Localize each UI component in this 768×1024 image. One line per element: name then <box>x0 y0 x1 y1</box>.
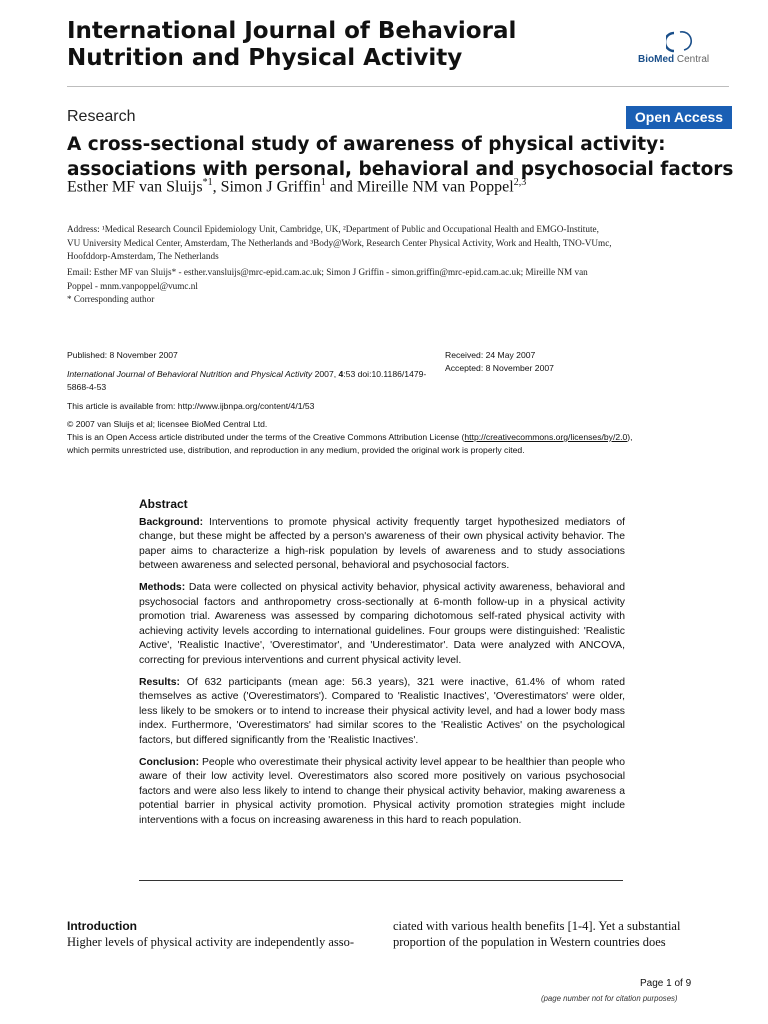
author-3-affiliation: 2,3 <box>513 177 527 188</box>
accepted-date: Accepted: 8 November 2007 <box>445 363 554 373</box>
address-line: Address: ¹Medical Research Council Epidemiology Unit, Cambridge, UK, ²Department of Public and Occupational Health and EMGO-Institute, <box>67 224 599 234</box>
section-label: Research <box>67 108 136 125</box>
journal-title <box>67 18 516 72</box>
methods-label: Methods: <box>139 581 186 593</box>
logo-text <box>638 54 709 65</box>
article-title-line1: A cross-sectional study of awareness of physical activity: <box>67 134 666 155</box>
address-line: Hoofddorp-Amsterdam, The Netherlands <box>67 251 219 261</box>
intro-right-line: proportion of the population in Western countries does <box>393 935 666 949</box>
corresponding-author-note: * Corresponding author <box>67 294 155 304</box>
abstract-conclusion <box>139 756 625 829</box>
license-line-2: which permits unrestricted use, distribution, and reproduction in any medium, provided the original work is properly cited. <box>67 445 525 455</box>
article-title <box>67 132 737 182</box>
affiliation-address <box>67 223 747 264</box>
author-list <box>67 177 526 196</box>
results-label: Results: <box>139 676 180 688</box>
article-title-line2: associations with personal, behavioral and psychosocial factors <box>67 159 734 180</box>
email-line: Email: Esther MF van Sluijs* - esther.vansluijs@mrc-epid.cam.ac.uk; Simon J Griffin - simon.griffin@mrc-epid.cam.ac.uk; Mireille NM van <box>67 267 588 277</box>
page-number-note: (page number not for citation purposes) <box>541 994 678 1003</box>
background-label: Background: <box>139 516 204 528</box>
author-3: and Mireille NM van Poppel <box>325 178 514 196</box>
biomed-central-logo[interactable] <box>638 30 728 70</box>
journal-title-line1: International Journal of Behavioral <box>67 18 517 44</box>
address-line: VU University Medical Center, Amsterdam, The Netherlands and ³Body@Work, Research Center Physical Activity, Work and Health, TNO-VUmc, <box>67 237 612 248</box>
open-access-badge: Open Access <box>626 106 732 129</box>
received-date: Received: 24 May 2007 <box>445 350 536 360</box>
page-number: Page 1 of 9 <box>640 978 692 989</box>
abstract-heading: Abstract <box>139 497 188 511</box>
citation-volume: 4 <box>338 369 344 379</box>
abstract-methods <box>139 581 625 669</box>
published-date: Published: 8 November 2007 <box>67 350 178 360</box>
conclusion-label: Conclusion: <box>139 756 200 768</box>
article-url[interactable]: This article is available from: http://www.ijbnpa.org/content/4/1/53 <box>67 401 315 411</box>
license-text-end: ), <box>627 432 633 442</box>
license-line <box>67 431 747 444</box>
background-text: Interventions to promote physical activity frequently target hypothesized mediators of change, but these might be affected by a person's awareness of their own physical activity behavior. The paper aims to characterize a high-risk population by levels of awareness and to study associations between awareness and selected personal, behavioral and psychosocial factors. <box>139 516 625 572</box>
citation-journal: International Journal of Behavioral Nutrition and Physical Activity <box>67 369 313 379</box>
citation <box>67 368 447 394</box>
logo-central: Central <box>674 54 710 65</box>
intro-right-column <box>393 918 699 950</box>
author-2: , Simon J Griffin <box>212 178 321 196</box>
conclusion-text: People who overestimate their physical activity level appear to be healthier than people who aware of their low activity level. Overestimators also scored more positively on various psychosocial factors and were also less likely to intend to change their physical activity behavior, making awareness a potential barrier in physical activity promotion. Physical activity promotion strategies might include interventions with a focus on increasing awareness in this hard to reach population. <box>139 756 625 826</box>
citation-doi-cont: 5868-4-53 <box>67 382 107 392</box>
license-text: This is an Open Access article distributed under the terms of the Creative Commons Attribution License ( <box>67 432 465 442</box>
introduction-heading: Introduction <box>67 919 137 933</box>
citation-year: 2007, <box>312 369 339 379</box>
citation-doi: :53 doi:10.1186/1479- <box>343 369 427 379</box>
journal-title-line2: Nutrition and Physical Activity <box>67 45 463 71</box>
email-line: Poppel - mnm.vanpoppel@vumc.nl <box>67 280 198 291</box>
license-link[interactable]: http://creativecommons.org/licenses/by/2.0 <box>464 432 628 442</box>
biomed-logo-icon <box>666 30 694 54</box>
copyright: © 2007 van Sluijs et al; licensee BioMed Central Ltd. <box>67 419 268 429</box>
author-emails <box>67 266 747 307</box>
abstract-background <box>139 516 625 574</box>
header-divider <box>67 86 729 87</box>
abstract <box>139 497 625 835</box>
author-1: Esther MF van Sluijs <box>67 178 203 196</box>
abstract-results <box>139 676 625 749</box>
abstract-divider <box>139 880 623 881</box>
intro-left-column: Higher levels of physical activity are independently asso- <box>67 935 355 949</box>
copyright-license <box>67 418 747 457</box>
intro-right-line: ciated with various health benefits [1-4]. Yet a substantial <box>393 919 681 933</box>
author-1-affiliation: *1 <box>202 177 213 188</box>
methods-text: Data were collected on physical activity behavior, physical activity awareness, behavioral and psychosocial factors and anthropometry cross-sectionally at 6-month follow-up in a physical activity promotion trial. Awareness was assessed by comparing dichotomous self-rated physical activity with achieving activity levels according to international guidelines. Four groups were distinguished: 'Realistic Active', 'Realistic Inactive', 'Overestimator', and 'Underestimator'. Data were analyzed with ANCOVA, correcting for previous interventions and current physical activity level. <box>139 581 625 666</box>
logo-bio: BioMed <box>638 54 675 65</box>
results-text: Of 632 participants (mean age: 56.3 years), 321 were inactive, 61.4% of whom rated themselves as active ('Overestimators'). Compared to 'Realistic Inactives', 'Overestimators' were older, less likely to be smokers or to intend to increase their physical activity level, and had a lower body mass index. Furthermore, 'Overestimators' had similar scores to the 'Realistic Actives' on the psychological factors, but differed significantly from the 'Realistic Inactives'. <box>139 676 625 746</box>
author-2-affiliation: 1 <box>320 177 326 188</box>
